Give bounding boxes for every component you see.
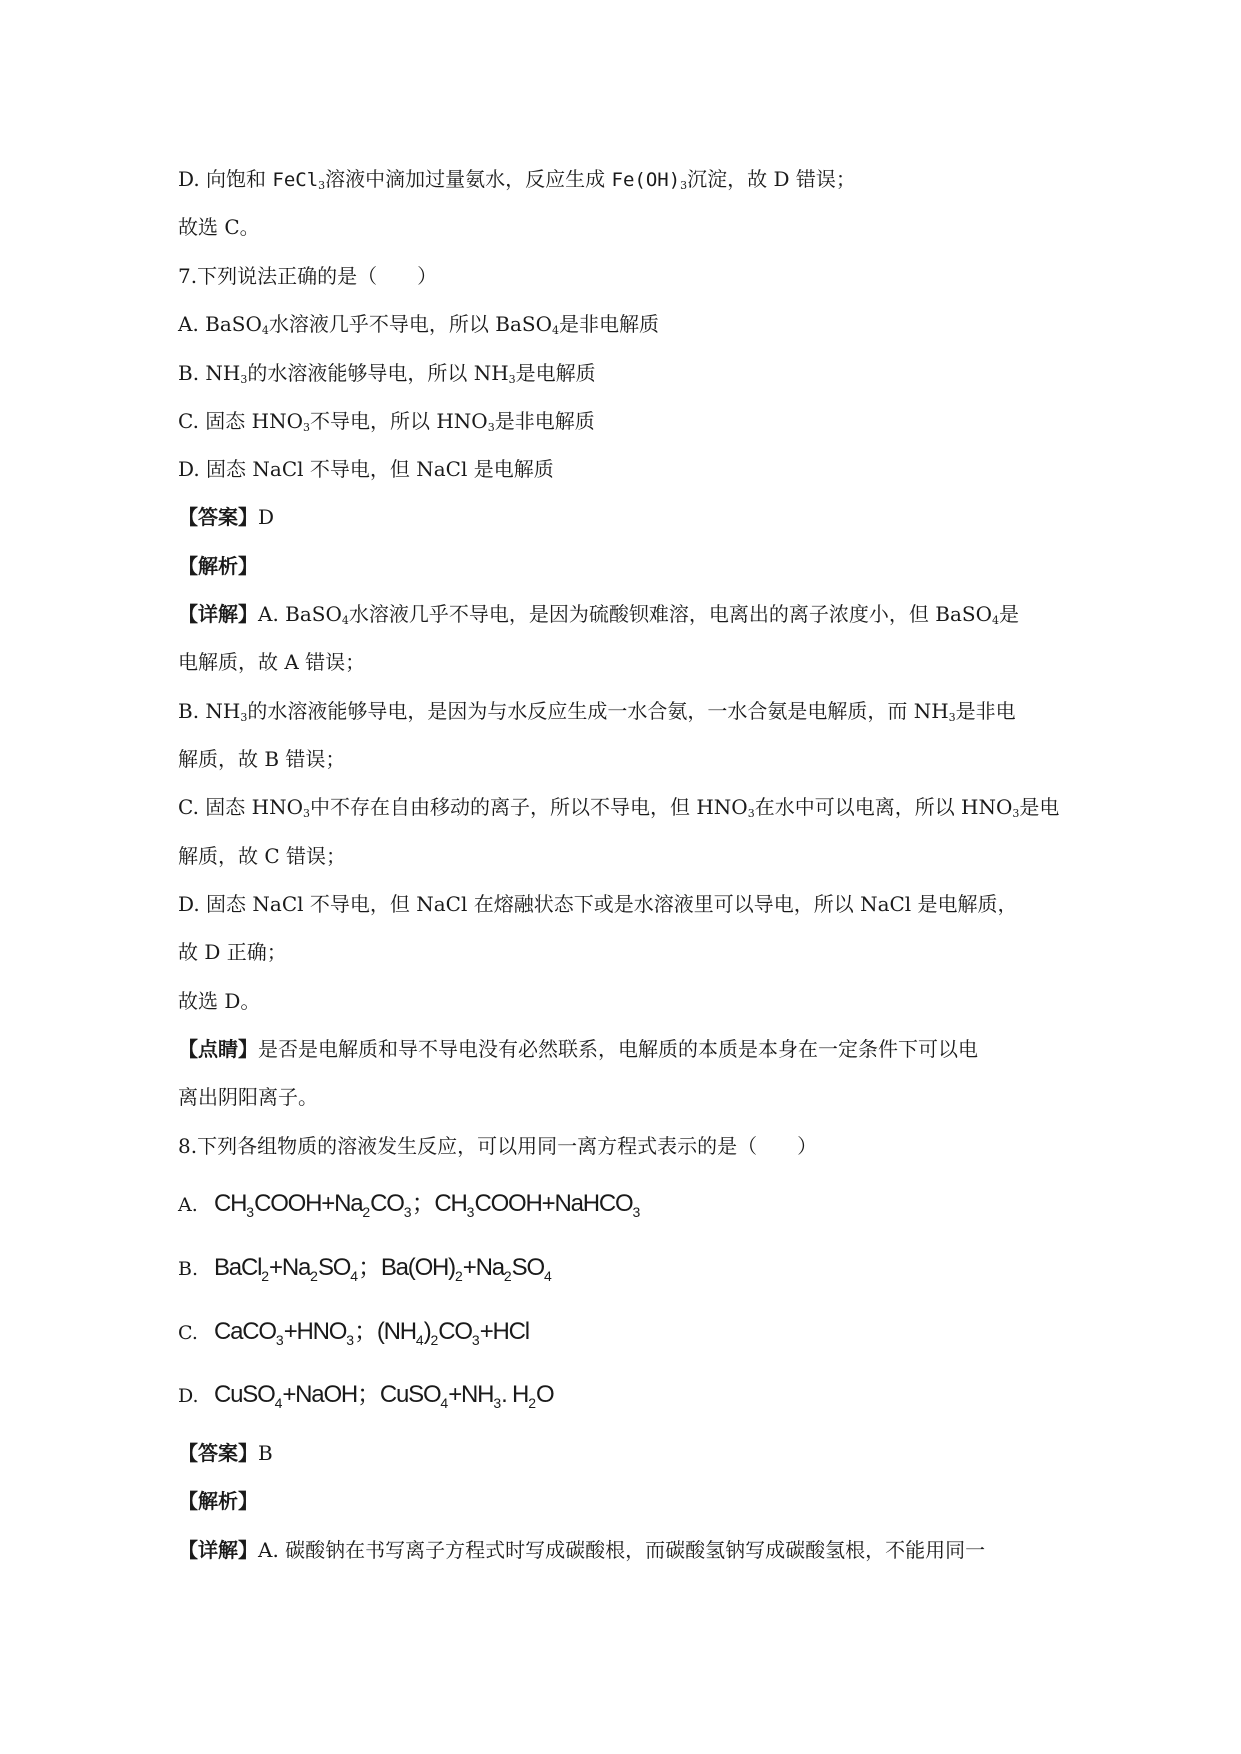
q7-option-a: A. BaSO$_4$水溶液几乎不导电，所以 BaSO$_4$是非电解质	[178, 312, 659, 337]
q8-option-d: D. CuSO$_4$+NaOH；$CuSO_4+NH_3$. $H_2O$	[178, 1381, 554, 1411]
q7-option-d: D. 固态 NaCl 不导电，但 NaCl 是电解质	[178, 457, 554, 481]
q6-choice: 故选 C。	[178, 215, 260, 239]
q6-option-d-explanation: D. 向饱和 FeCl$_3$溶液中滴加过量氨水，反应生成 $Fe(OH)_3$沉淀，故 D 错误；	[178, 167, 856, 192]
q7-note: 【点睛】是否是电解质和导不导电没有必然联系，电解质的本质是本身在一定条件下可以电	[178, 1037, 978, 1061]
q7-choice: 故选 D。	[178, 989, 261, 1013]
q7-detail-c: C. 固态 $HNO_3$中不存在自由移动的离子，所以不导电，但 $HNO_3$在水中可以电离，所以 $HNO_3$是电	[178, 795, 1060, 820]
q7-stem: 7.下列说法正确的是（ ）	[178, 264, 438, 288]
q8-analysis-heading: 【解析】	[178, 1489, 258, 1513]
q8-detail-a: 【详解】A. 碳酸钠在书写离子方程式时写成碳酸根，而碳酸氢钠写成碳酸氢根，不能用同一	[178, 1538, 986, 1562]
q8-option-a: A. $CH_3COOH+Na_2CO_3$；$CH_3COOH+NaHCO_3$	[178, 1190, 641, 1220]
q7-option-c: C. 固态 $HNO_3$不导电，所以 $HNO_3$是非电解质	[178, 409, 595, 434]
q7-answer: 【答案】D	[178, 505, 275, 529]
q7-detail-b-cont: 解质，故 B 错误；	[178, 747, 346, 771]
q8-stem: 8.下列各组物质的溶液发生反应，可以用同一离方程式表示的是（ ）	[178, 1134, 818, 1158]
q7-detail-b: B. $NH_3$的水溶液能够导电，是因为与水反应生成一水合氨，一水合氨是电解质，而 $NH_3$是非电	[178, 699, 1016, 724]
q7-note-cont: 离出阴阳离子。	[178, 1085, 318, 1109]
q7-detail-d: D. 固态 NaCl 不导电，但 NaCl 在熔融状态下或是水溶液里可以导电，所以 NaCl 是电解质，	[178, 892, 1018, 916]
q8-option-b: B. $BaCl_2+Na_2SO_4$；$Ba(OH)_2+Na_2SO_4$	[178, 1254, 552, 1284]
q7-analysis-heading: 【解析】	[178, 554, 258, 578]
q7-detail-a: 【详解】A. BaSO$_4$水溶液几乎不导电，是因为硫酸钡难溶，电离出的离子浓度小，但 BaSO$_4$是	[178, 602, 1019, 627]
q8-option-c: C. $CaCO_3+HNO_3$；$(NH_4)_2CO_3+HCl$	[178, 1318, 529, 1348]
q7-option-b: B. $NH_3$的水溶液能够导电，所以 $NH_3$是电解质	[178, 361, 596, 386]
q7-detail-d-cont: 故 D 正确；	[178, 940, 287, 964]
q8-answer: 【答案】B	[178, 1441, 273, 1465]
q7-detail-c-cont: 解质，故 C 错误；	[178, 844, 347, 868]
q7-detail-a-cont: 电解质，故 A 错误；	[178, 650, 366, 674]
